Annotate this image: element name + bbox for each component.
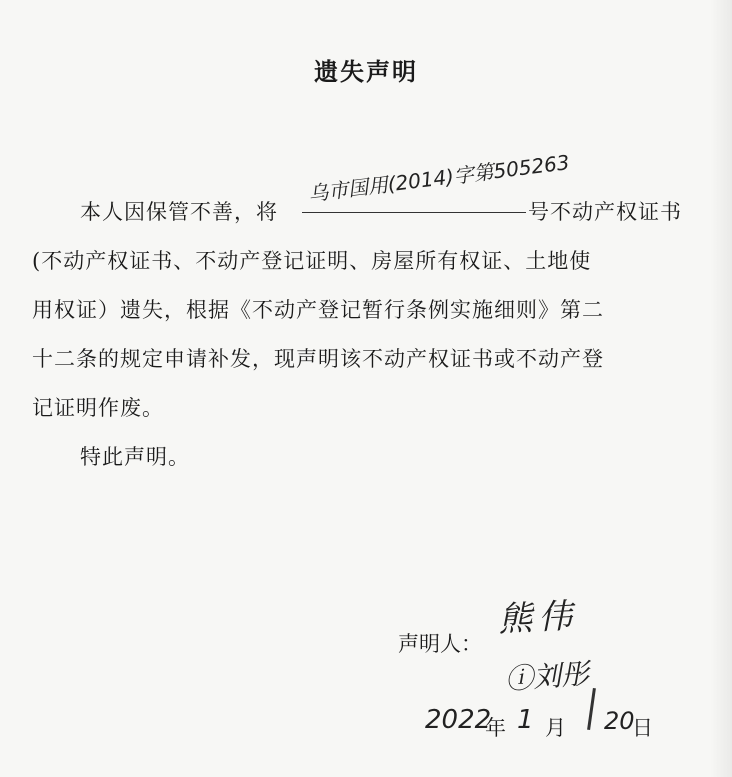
closing-statement: 特此声明。: [80, 445, 190, 469]
date-month-unit: 月: [545, 716, 566, 740]
date-year-unit: 年: [485, 716, 506, 740]
date-day-unit: 日: [632, 716, 653, 740]
date-month: 1: [517, 705, 534, 735]
handwritten-stroke-mark: [587, 688, 596, 730]
declarant-label: 声明人：: [398, 632, 482, 656]
second-signature: ⓘ刘彤: [504, 657, 591, 696]
certificate-number-underline: [302, 212, 526, 213]
date-day: 20: [604, 707, 635, 735]
paragraph-line-4: 十二条的规定申请补发，现声明该不动产权证书或不动产登: [32, 347, 604, 371]
paragraph-line-5: 记证明作废。: [32, 396, 164, 420]
paragraph-line-1-suffix: 号不动产权证书: [528, 200, 682, 224]
paragraph-line-2: (不动产权证书、不动产登记证明、房屋所有权证、土地使: [32, 249, 592, 273]
paragraph-line-3: 用权证）遗失，根据《不动产登记暂行条例实施细则》第二: [32, 298, 604, 322]
paragraph-line-1-prefix: 本人因保管不善，将: [80, 200, 278, 224]
declarant-signature: 熊伟: [497, 595, 580, 641]
document-title: 遗失声明: [314, 57, 418, 86]
scan-edge-shadow: [710, 0, 732, 777]
certificate-number-handwritten: 乌市国用(2014)字第505263: [306, 150, 571, 207]
date-year: 2022: [425, 705, 492, 735]
